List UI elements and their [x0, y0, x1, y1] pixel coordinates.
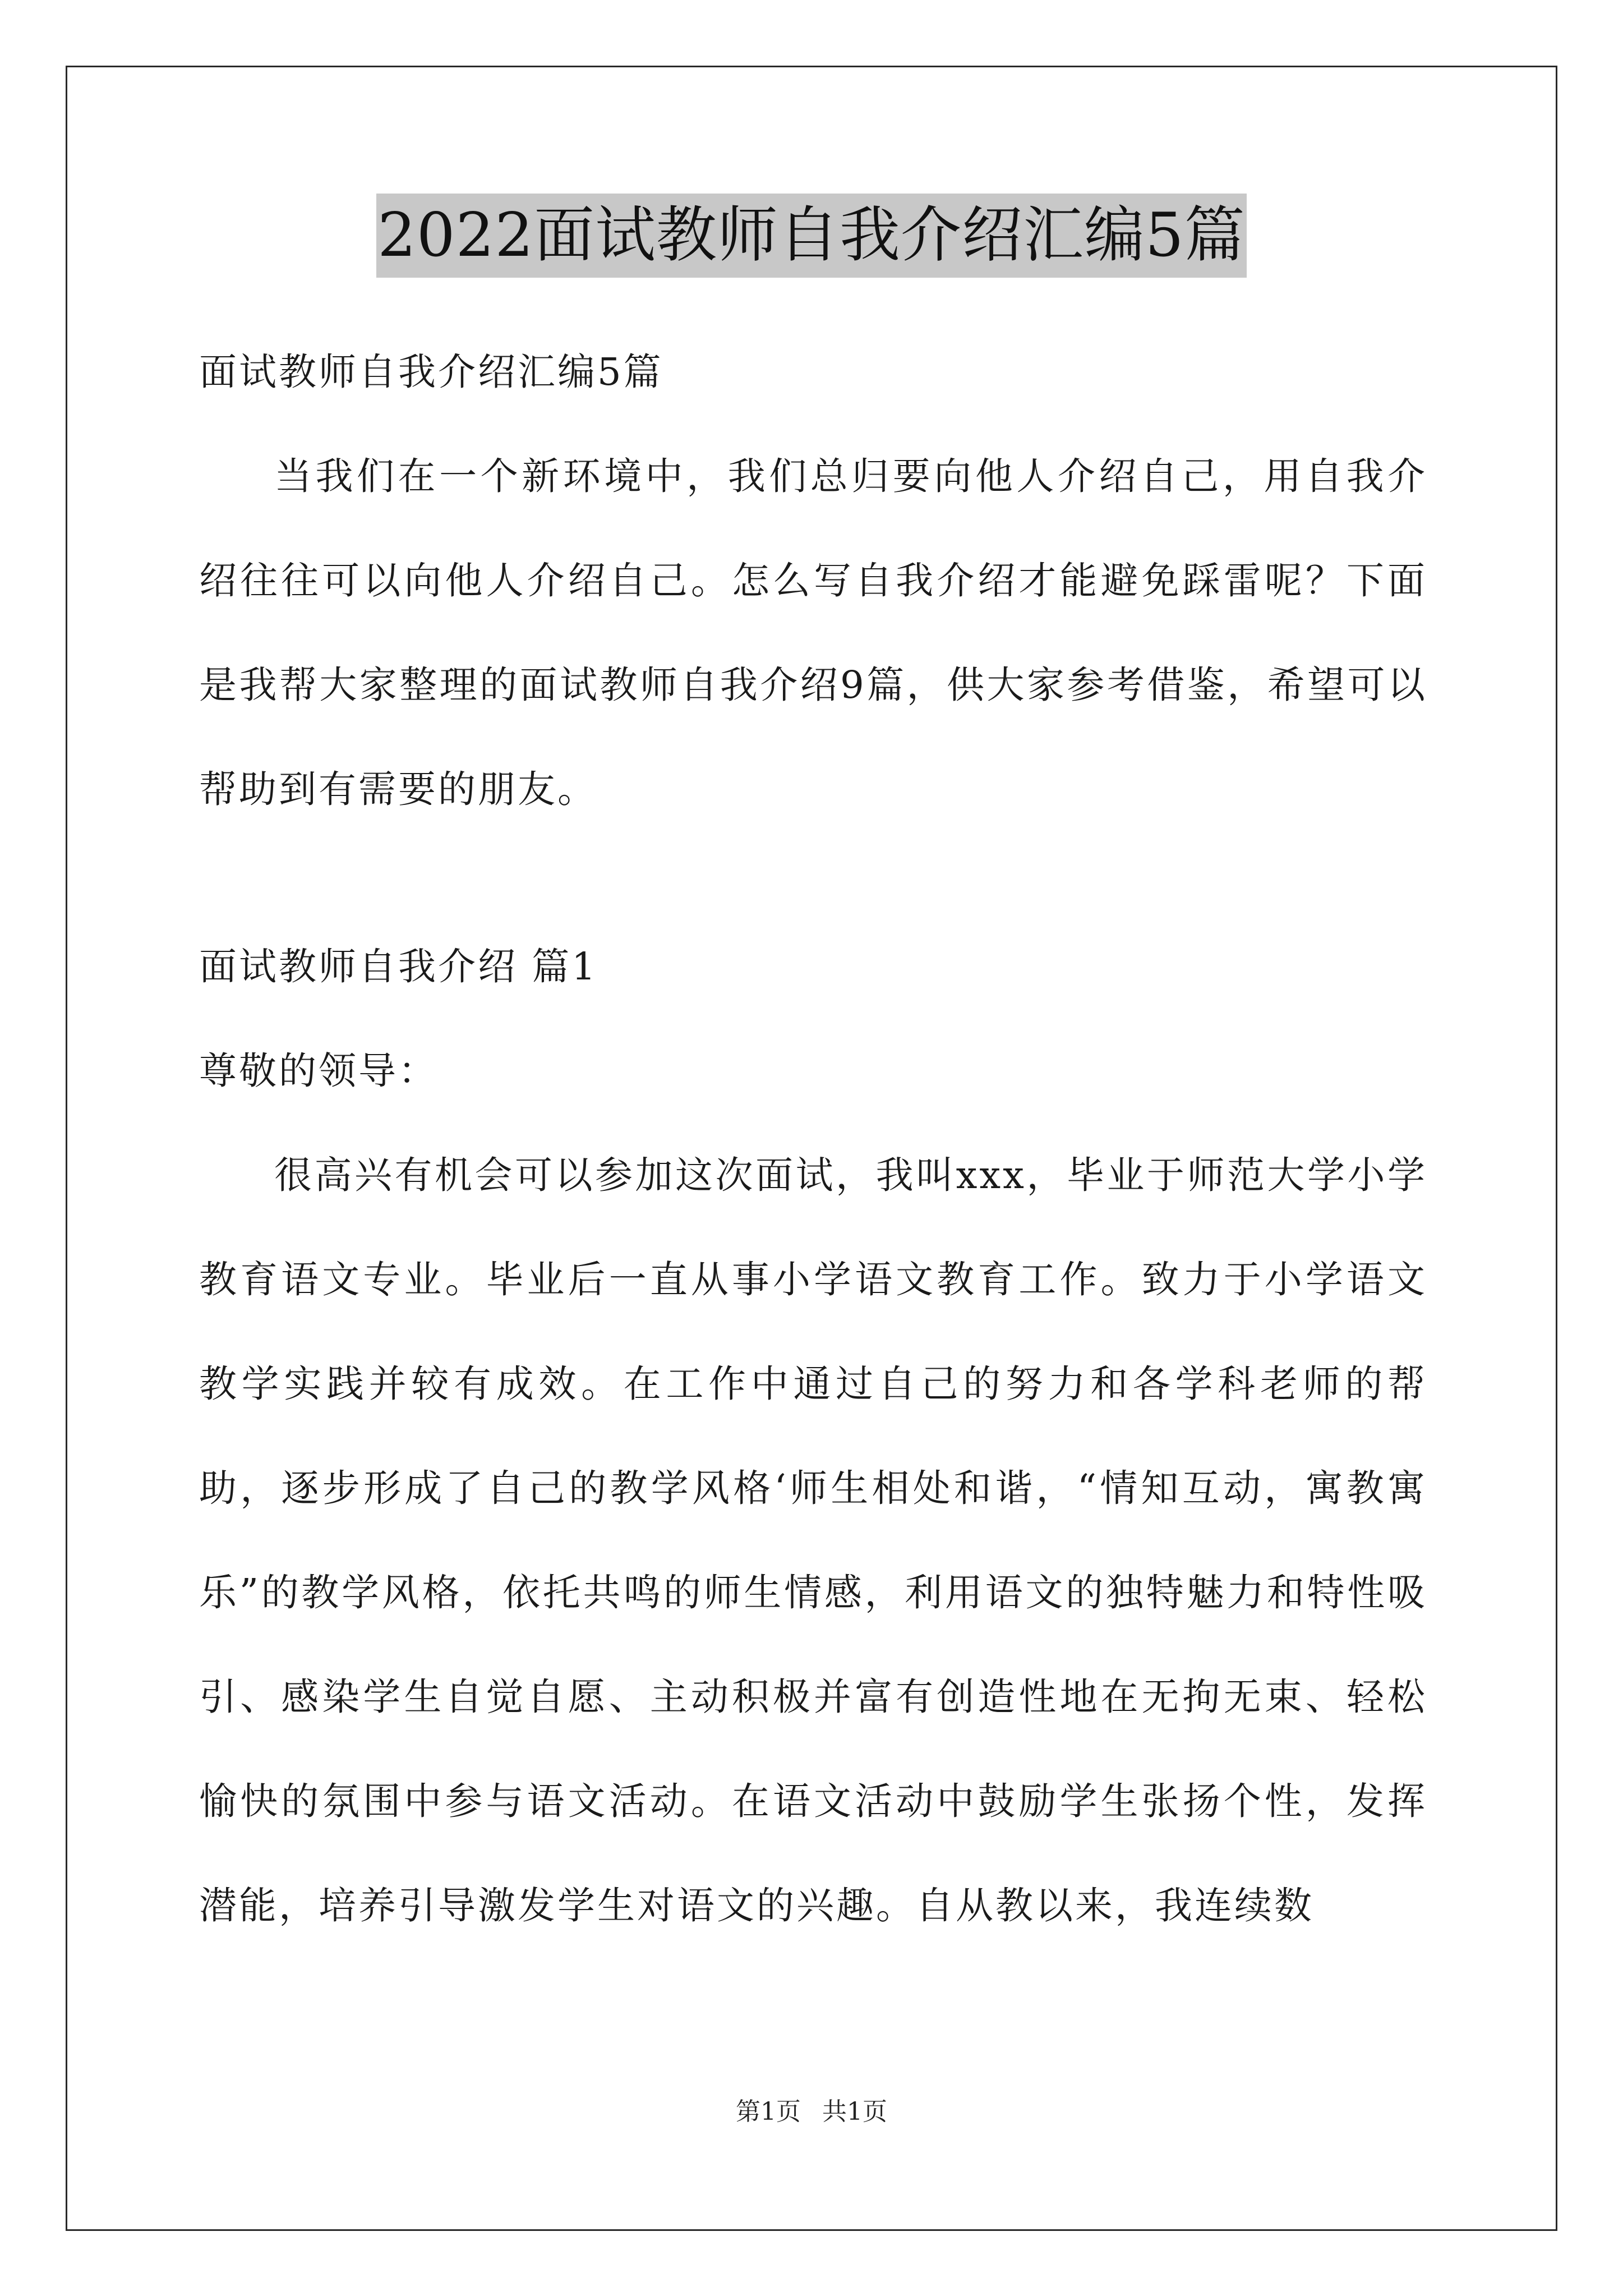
title-container — [0, 194, 1623, 278]
intro-paragraph: 当我们在一个新环境中，我们总归要向他人介绍自己，用自我介绍往往可以向他人介绍自己。怎么写自我介绍才能避免踩雷呢？下面是我帮大家整理的面试教师自我介绍9篇，供大家参考借鉴，希望可以帮助到有需要的朋友。 — [199, 454, 1427, 811]
page-footer — [0, 2095, 1623, 2129]
page-number-total: 共1页 — [822, 2097, 887, 2126]
body-paragraph: 很高兴有机会可以参加这次面试，我叫xxx，毕业于师范大学小学教育语文专业。毕业后一直从事小学语文教育工作。致力于小学语文教学实践并较有成效。在工作中通过自己的努力和各学科老师的帮助，逐步形成了自己的教学风格‘师生相处和谐，“情知互动，寓教寓乐”的教学风格，依托共鸣的师生情感，利用语文的独特魅力和特性吸引、感染学生自觉自愿、主动积极并富有创造性地在无拘无束、轻松愉快的氛围中参与语文活动。在语文活动中鼓励学生张扬个性，发挥潜能，培养引导激发学生对语文的兴趣。自从教以来，我连续数 — [199, 1153, 1427, 1927]
salutation: 尊敬的领导： — [199, 1049, 438, 1093]
section-heading: 面试教师自我介绍 篇1 — [199, 945, 598, 988]
document-title: 2022面试教师自我介绍汇编5篇 — [376, 194, 1247, 278]
document-body — [199, 320, 1427, 1958]
page-number-current: 第1页 — [736, 2097, 801, 2126]
subtitle: 面试教师自我介绍汇编5篇 — [199, 350, 663, 394]
